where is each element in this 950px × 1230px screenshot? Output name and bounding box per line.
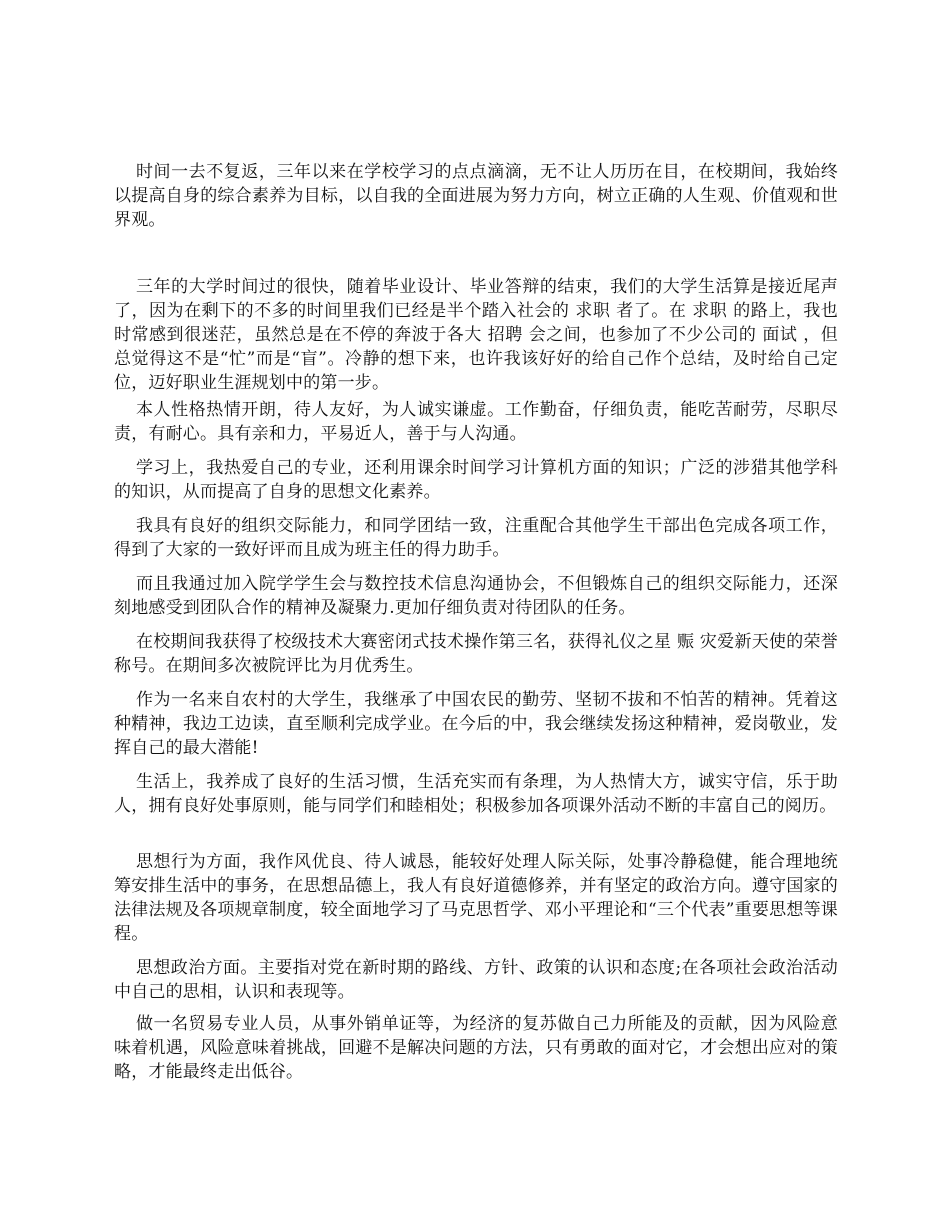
paragraph-9: 生活上，我养成了良好的生活习惯，生活充实而有条理，为人热情大方，诚实守信，乐于助人，拥有良好处事原则，能与同学们和睦相处；积极参加各项课外活动不断的丰富自己的阅历。 [114, 772, 838, 816]
paragraph-10: 思想行为方面，我作风优良、待人诚恳，能较好处理人际关际，处事冷静稳健，能合理地统筹安排生活中的事务，在思想品德上，我人有良好道德修养，并有坚定的政治方向。遵守国家的法律法规及各项规章制度，较全面地学习了马克思哲学、邓小平理论和“三个代表”重要思想等课程。 [114, 852, 838, 944]
paragraph-11: 思想政治方面。主要指对党在新时期的路线、方针、政策的认识和态度;在各项社会政治活动中自己的思相，认识和表现等。 [114, 958, 838, 1002]
paragraph-6: 而且我通过加入院学学生会与数控技术信息沟通协会，不但锻炼自己的组织交际能力，还深刻地感受到团队合作的精神及凝聚力.更加仔细负责对待团队的任务。 [114, 574, 838, 618]
paragraph-4: 学习上，我热爱自己的专业，还利用课余时间学习计算机方面的知识；广泛的涉猎其他学科的知识，从而提高了自身的思想文化素养。 [114, 458, 838, 502]
paragraph-8: 作为一名来自农村的大学生，我继承了中国农民的勤劳、坚韧不拔和不怕苦的精神。凭着这种精神，我边工边读，直至顺利完成学业。在今后的中，我会继续发扬这种精神，爱岗敬业，发挥自己的最大潜能! [114, 690, 838, 758]
paragraph-7: 在校期间我获得了校级技术大赛密闭式技术操作第三名，获得礼仪之星 赈 灾爱新天使的荣誉称号。在期间多次被院评比为月优秀生。 [114, 632, 838, 676]
paragraph-1: 时间一去不复返，三年以来在学校学习的点点滴滴，无不让人历历在目，在校期间，我始终以提高自身的综合素养为目标，以自我的全面进展为努力方向，树立正确的人生观、价值观和世界观。 [114, 162, 838, 230]
paragraph-2: 三年的大学时间过的很快，随着毕业设计、毕业答辩的结束，我们的大学生活算是接近尾声了，因为在剩下的不多的时间里我们已经是半个踏入社会的 求职 者了。在 求职 的路上，我也时常感到很迷茫，虽然总是在不停的奔波于各大 招聘 会之间，也参加了不少公司的 面试 ，但总觉得这不是“忙”而是“盲”。冷静的想下来，也许我该好好的给自己作个总结，及时给自己定位，迈好职业生涯规划中的第一步。 [114, 277, 838, 393]
paragraph-5: 我具有良好的组织交际能力，和同学团结一致，注重配合其他学生干部出色完成各项工作，得到了大家的一致好评而且成为班主任的得力助手。 [114, 516, 838, 560]
paragraph-12: 做一名贸易专业人员，从事外销单证等，为经济的复苏做自己力所能及的贡献，因为风险意味着机遇，风险意味着挑战，回避不是解决问题的方法，只有勇敢的面对它，才会想出应对的策略，才能最终走出低谷。 [114, 1014, 838, 1082]
paragraph-3: 本人性格热情开朗，待人友好，为人诚实谦虚。工作勤奋，仔细负责，能吃苦耐劳，尽职尽责，有耐心。具有亲和力，平易近人，善于与人沟通。 [114, 400, 838, 444]
